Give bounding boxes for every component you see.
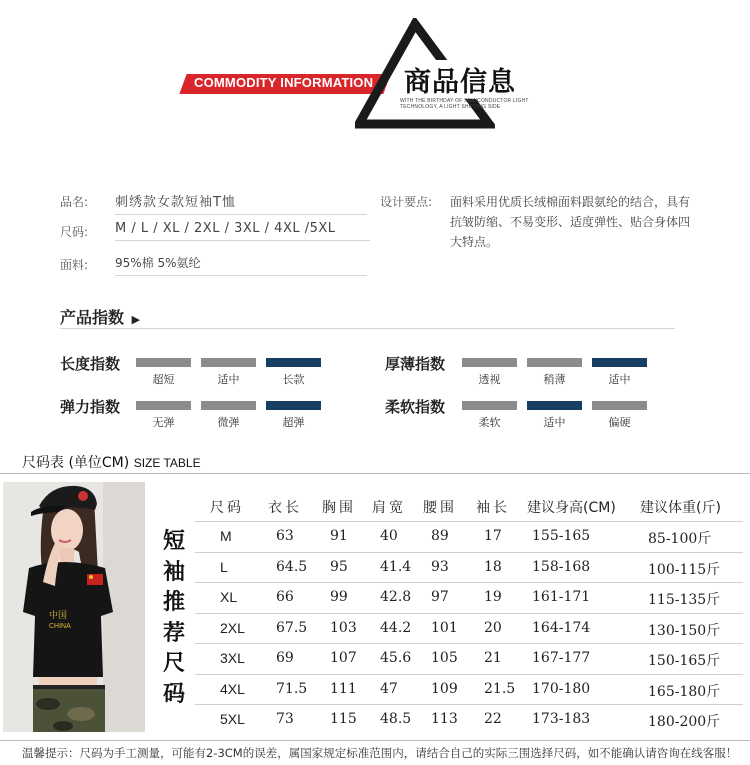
index-option-2-1: 微弹: [217, 416, 240, 429]
index-title-0: 长度指数: [60, 355, 121, 373]
size-cell-0-5: 17: [484, 528, 502, 544]
index-bar-1-1: [527, 358, 582, 367]
size-cell-6-7: 180-200斤: [648, 714, 721, 730]
size-cell-5-6: 170-180: [532, 680, 591, 697]
size-cell-6-6: 173-183: [532, 711, 591, 727]
index-option-1-2: 适中: [608, 373, 631, 386]
index-bar-2-0: [136, 401, 191, 410]
size-cell-6-5: 22: [484, 711, 502, 727]
name-label: 品名:: [60, 195, 89, 209]
size-cell-4-1: 69: [276, 650, 294, 666]
index-option-0-2: 长款: [282, 373, 305, 386]
name-value: 刺绣款女款短袖T恤: [115, 191, 367, 215]
play-arrow-icon: ▶: [131, 313, 141, 326]
design-label: 设计要点:: [380, 195, 433, 209]
footer-notice: 温馨提示：尺码为手工测量，可能有2-3CM的误差，属国家规定标准范围内，请结合自己的实际三围选择尺码，如不能确认请咨询在线客服！: [22, 746, 738, 760]
vertical-char-1: 袖: [162, 559, 185, 585]
size-cell-1-0: L: [220, 558, 228, 575]
size-cell-3-6: 164-174: [532, 619, 591, 636]
index-option-3-1: 适中: [543, 416, 566, 429]
size-header-4: 腰围: [423, 500, 457, 516]
size-cell-1-7: 100-115斤: [648, 561, 721, 578]
index-bar-1-0: [462, 358, 517, 367]
size-cell-0-4: 89: [431, 528, 449, 544]
size-cell-5-4: 109: [431, 680, 458, 697]
size-row-divider-2: [195, 582, 743, 583]
size-cell-6-4: 113: [431, 711, 458, 727]
size-cell-3-4: 101: [431, 619, 458, 636]
size-cell-0-2: 91: [330, 528, 348, 544]
vertical-char-2: 推: [162, 590, 185, 615]
size-table-divider: [0, 473, 750, 474]
product-index-title: [60, 305, 140, 328]
size-cell-6-0: 5XL: [220, 711, 245, 727]
index-bar-0-0: [136, 358, 191, 367]
size-cell-1-5: 18: [484, 558, 502, 575]
vertical-char-0: 短: [162, 529, 185, 554]
size-row-divider-5: [195, 674, 743, 675]
size-cell-3-7: 130-150斤: [648, 622, 721, 639]
size-cell-1-3: 41.4: [380, 558, 412, 575]
index-bar-0-1: [201, 358, 256, 367]
fabric-label: 面料:: [60, 258, 89, 272]
size-cell-2-7: 115-135斤: [648, 592, 721, 608]
index-bar-2-2: [266, 401, 321, 410]
size-cell-3-5: 20: [484, 619, 502, 636]
size-cell-4-7: 150-165斤: [648, 653, 721, 669]
size-cell-4-2: 107: [330, 650, 357, 666]
size-row-divider-4: [195, 643, 743, 644]
size-cell-6-1: 73: [276, 711, 294, 727]
banner-en-title: COMMODITY INFORMATION: [194, 75, 374, 90]
size-header-3: 肩宽: [372, 500, 406, 516]
index-option-2-0: 无弹: [152, 416, 175, 429]
design-value: 面料采用优质长绒棉面料跟氨纶的结合，具有抗皱防缩、不易变形、适度弹性、贴合身体四大特点。: [450, 195, 691, 249]
size-header-1: 衣长: [268, 500, 302, 516]
size-cell-6-3: 48.5: [380, 711, 412, 727]
index-option-3-2: 偏硬: [608, 416, 631, 429]
size-header-2: 胸围: [322, 500, 356, 516]
size-cell-5-0: 4XL: [220, 680, 245, 697]
banner-subtext: WITH THE BIRTHDAY OF SEMICONDUCTOR LIGHT TECHNOLOGY, A LIGHT SHIFTING SIDE: [400, 98, 529, 110]
model-photo: [3, 482, 145, 732]
size-cell-4-0: 3XL: [220, 650, 245, 666]
index-bar-3-0: [462, 401, 517, 410]
size-cell-0-1: 63: [276, 528, 294, 544]
size-cell-5-2: 111: [330, 680, 357, 697]
size-cell-2-0: XL: [220, 589, 238, 605]
size-label: 尺码:: [60, 225, 89, 239]
size-cell-4-4: 105: [431, 650, 458, 666]
size-cell-0-3: 40: [380, 528, 398, 544]
commodity-banner: [0, 0, 750, 160]
size-cell-1-1: 64.5: [276, 558, 308, 575]
size-cell-4-5: 21: [484, 650, 502, 666]
size-cell-5-7: 165-180斤: [648, 683, 721, 700]
size-cell-3-2: 103: [330, 619, 357, 636]
size-cell-2-1: 66: [276, 589, 294, 605]
product-index-title-text: 产品指数: [60, 308, 125, 327]
size-cell-0-0: M: [220, 528, 232, 544]
size-cell-1-6: 158-168: [532, 558, 591, 575]
size-table-title: [22, 452, 201, 472]
size-row-divider-0: [195, 521, 743, 522]
size-cell-0-6: 155-165: [532, 528, 591, 544]
size-cell-2-6: 161-171: [532, 589, 591, 605]
size-cell-5-5: 21.5: [484, 680, 516, 697]
size-cell-2-3: 42.8: [380, 589, 412, 605]
model-illustration: [3, 482, 145, 732]
index-option-2-2: 超弹: [282, 416, 305, 429]
index-bar-0-2: [266, 358, 321, 367]
size-cell-0-7: 85-100斤: [648, 531, 712, 547]
index-title-2: 弹力指数: [60, 398, 121, 416]
size-row-divider-1: [195, 552, 743, 553]
index-bar-2-1: [201, 401, 256, 410]
index-bar-3-1: [527, 401, 582, 410]
size-table-title-cn: 尺码表 (单位CM): [22, 455, 130, 471]
size-cell-1-2: 95: [330, 558, 348, 575]
size-row-divider-6: [195, 704, 743, 705]
index-title-3: 柔软指数: [385, 398, 446, 416]
size-row-divider-3: [195, 613, 743, 614]
index-bar-1-2: [592, 358, 647, 367]
size-value: M / L / XL / 2XL / 3XL / 4XL /5XL: [115, 221, 370, 241]
size-cell-1-4: 93: [431, 558, 449, 575]
index-title-1: 厚薄指数: [385, 355, 446, 373]
vertical-char-3: 荐: [162, 620, 185, 646]
size-header-0: 尺码: [210, 500, 244, 516]
index-option-1-1: 稍薄: [543, 373, 566, 386]
footer-divider: [0, 740, 750, 741]
size-cell-2-4: 97: [431, 589, 449, 605]
size-cell-5-3: 47: [380, 680, 398, 697]
vertical-char-5: 码: [162, 681, 185, 707]
vertical-char-4: 尺: [162, 651, 185, 676]
size-cell-3-0: 2XL: [220, 619, 245, 636]
size-cell-6-2: 115: [330, 711, 357, 727]
size-header-5: 袖长: [476, 500, 510, 516]
size-cell-4-6: 167-177: [532, 650, 591, 666]
size-cell-2-2: 99: [330, 589, 348, 605]
size-cell-4-3: 45.6: [380, 650, 412, 666]
size-cell-5-1: 71.5: [276, 680, 308, 697]
index-option-3-0: 柔软: [478, 416, 501, 429]
size-cell-2-5: 19: [484, 589, 502, 605]
size-cell-3-3: 44.2: [380, 619, 412, 636]
shirt-print-en: CHINA: [49, 623, 71, 630]
section-divider: [60, 328, 675, 329]
index-bar-3-2: [592, 401, 647, 410]
shirt-print-cn: 中国: [49, 611, 68, 621]
index-option-0-1: 适中: [217, 373, 240, 386]
size-header-6: 建议身高(CM): [527, 500, 616, 516]
banner-cn-title: 商品信息: [402, 60, 518, 99]
size-table-title-en: SIZE TABLE: [133, 456, 201, 470]
size-header-7: 建议体重(斤): [640, 500, 721, 516]
size-cell-3-1: 67.5: [276, 619, 308, 636]
index-option-1-0: 透视: [478, 373, 501, 386]
index-option-0-0: 超短: [152, 373, 175, 386]
fabric-value: 95%棉 5%氨纶: [115, 254, 367, 276]
